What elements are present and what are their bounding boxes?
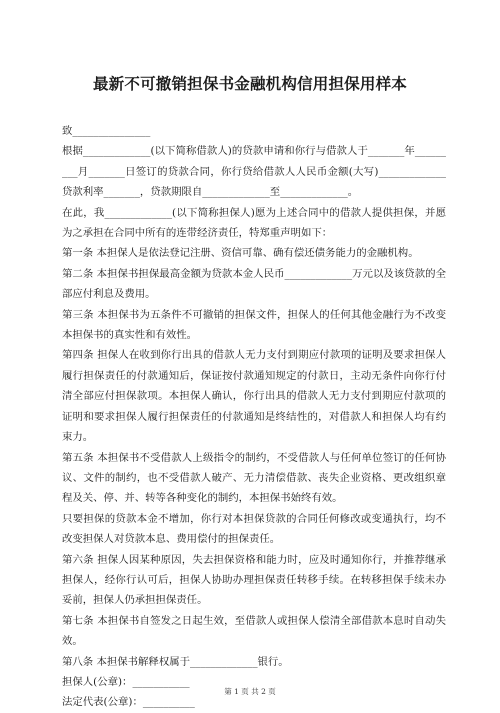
article-7: 第七条 本担保书自签发之日起生效，至借款人或担保人偿清全部借款本息时自动失效。 (62, 614, 446, 648)
article-8: 第八条 本担保书解释权属于_____________银行。 (62, 655, 289, 668)
article-2: 第二条 本担保书担保最高金额为贷款本金人民币_____________万元以及该贷款的全部应付利息及费用。 (62, 267, 446, 301)
article-1: 第一条 本担保人是依法登记注册、资信可靠、确有偿还债务能力的金融机构。 (62, 247, 419, 260)
document-body (62, 121, 446, 713)
document-title: 最新不可撤销担保书金融机构信用担保用样本 (92, 75, 407, 93)
loan-basis-paragraph: 根据_____________(以下简称借款人)的贷款申请和你行与借款人于_______年______ ___月_______日签订的贷款合同，你行贷给借款人人民币金额(大写)_____________贷款利率_______，贷款期限自_____________至_____________。 (62, 145, 446, 199)
article-4: 第四条 担保人在收到你行出具的借款人无力支付到期应付款项的证明及要求担保人履行担保责任的付款通知后，保证按付款通知规定的付款日，主动无条件向你行付清全部应付担保款项。本担保人确认，你行出具的借款人无力支付到期应付款项的证明和要求担保人履行担保责任的付款通知是终结性的，对借款人和担保人均有约束力。 (62, 349, 446, 444)
legal-representative-line: 法定代表(公章)：__________ (62, 696, 195, 709)
principal-clause-paragraph: 只要担保的贷款本金不增加，你行对本担保贷款的合同任何修改或变通执行，均不改变担保人对贷款本息、费用偿付的担保责任。 (62, 512, 446, 546)
article-5: 第五条 本担保书不受借款人上级指令的制约，不受借款人与任何单位签订的任何协议、文件的制约，也不受借款人破产、无力清偿借款、丧失企业资格、更改组织章程及关、停、并、转等各种变化的制约，本担保书始终有效。 (62, 451, 446, 505)
guarantor-statement-paragraph: 在此，我_____________(以下简称担保人)愿为上述合同中的借款人提供担保，并愿为之承担在合同中所有的连带经济责任，特郑重声明如下： (62, 206, 446, 240)
article-3: 第三条 本担保书为五条件不可撤销的担保文件，担保人的任何其他金融行为不改变本担保书的真实性和有效性。 (62, 308, 446, 342)
page-number-footer: 第 1 页 共 2 页 (224, 687, 276, 696)
salutation-line: 致_______________ (62, 125, 151, 137)
guarantor-seal-line: 担保人(公章)：___________ (62, 675, 190, 688)
article-6: 第六条 担保人因某种原因，失去担保资格和能力时，应及时通知你行，并推荐继承担保人，经你行认可后，担保人协助办理担保责任转移手续。在转移担保手续未办妥前，担保人仍承担担保责任。 (62, 553, 446, 607)
